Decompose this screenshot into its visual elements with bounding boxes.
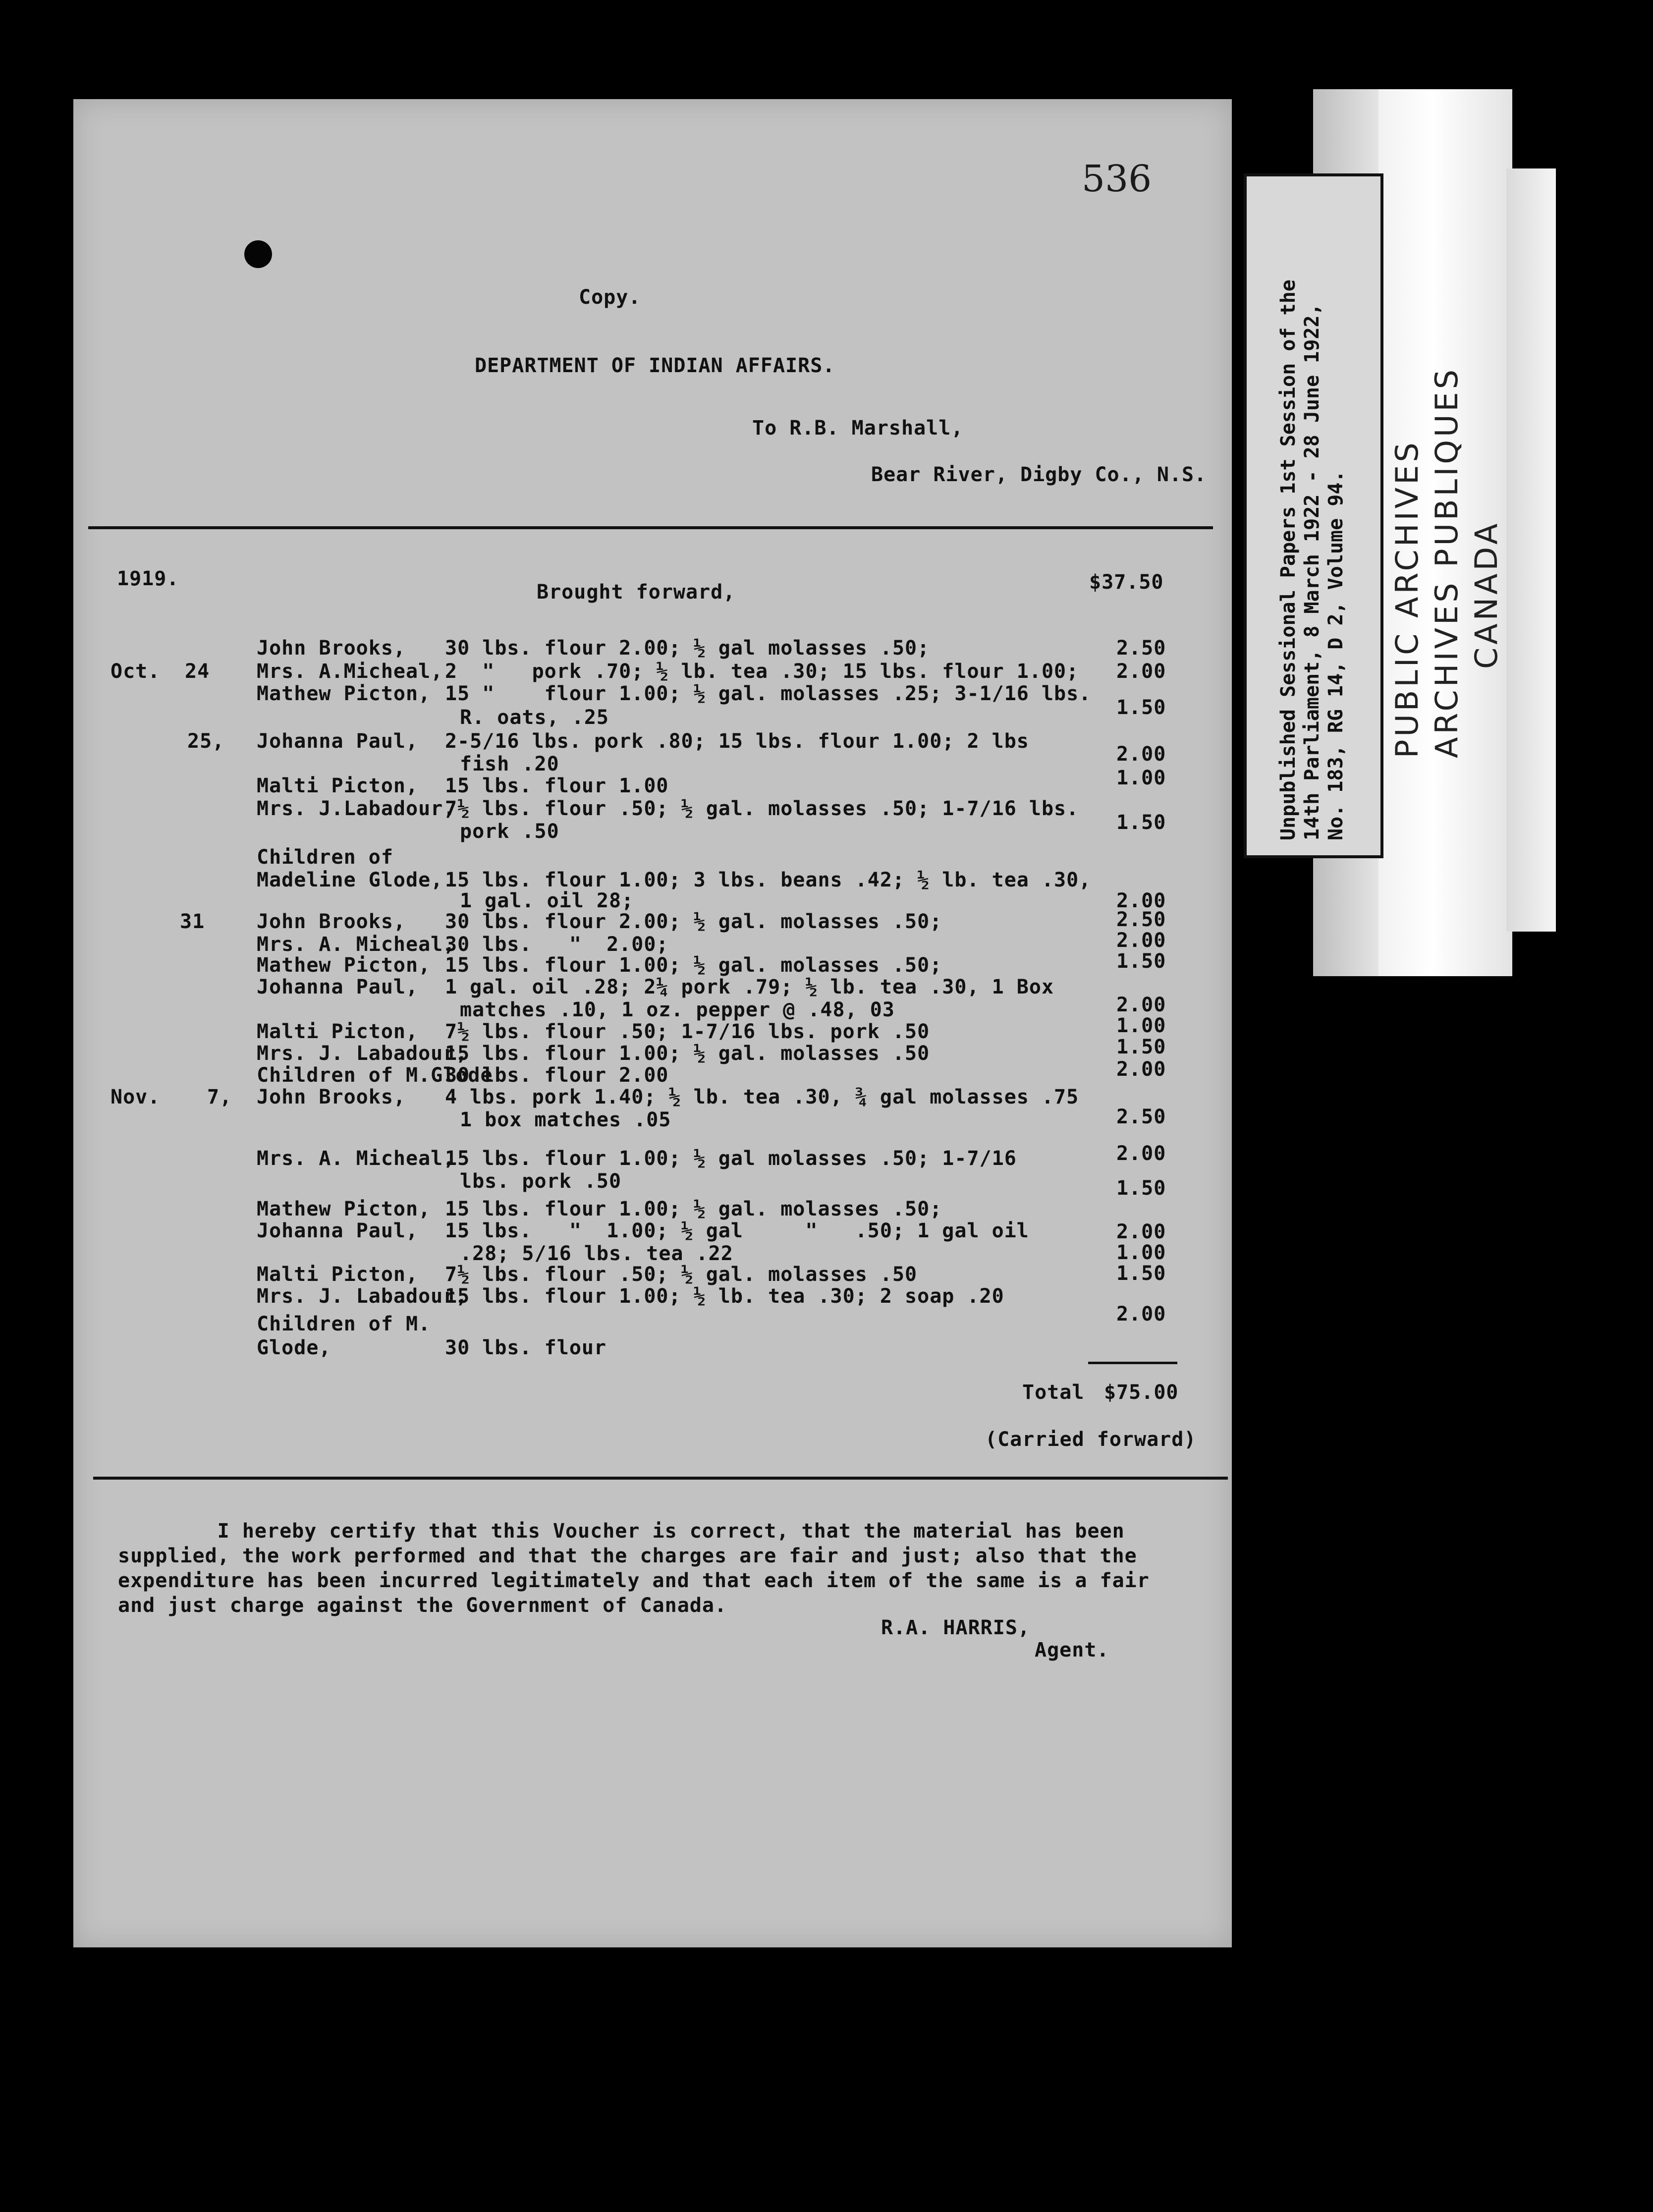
ledger-row-description: 2-5/16 lbs. pork .80; 15 lbs. flour 1.00; 2 lbs: [445, 730, 1029, 753]
archives-stamp-line-1: PUBLIC ARCHIVES: [1389, 440, 1425, 758]
ledger-row-amount: 2.00: [1116, 994, 1166, 1016]
ledger-row-description: 1 gal. oil 28;: [460, 889, 634, 912]
ledger-row-description: 2 " pork .70; ½ lb. tea .30; 15 lbs. flour 1.00;: [445, 660, 1079, 683]
ledger-row-amount: 2.00: [1116, 889, 1166, 912]
ledger-row-description: 30 lbs. flour: [445, 1336, 607, 1359]
ledger-row-amount: 2.00: [1116, 1303, 1166, 1326]
ledger-row-description: 1 gal. oil .28; 2¼ pork .79; ½ lb. tea .30, 1 Box: [445, 976, 1054, 998]
ledger-row-name: Johanna Paul,: [257, 730, 419, 753]
ledger-row-amount: 2.00: [1116, 1058, 1166, 1081]
archive-line-1: Unpublished Sessional Papers 1st Session of the: [1277, 279, 1300, 840]
ledger-row-description: 7½ lbs. flour .50; ½ gal. molasses .50: [445, 1263, 918, 1286]
ledger-row-name: John Brooks,: [257, 637, 406, 660]
ledger-row-name: Mathew Picton,: [257, 682, 431, 705]
archive-line-3: No. 183, RG 14, D 2, Volume 94.: [1324, 470, 1347, 840]
ledger-row-name: Madeline Glode,: [257, 869, 443, 891]
archives-stamp: [1387, 367, 1506, 758]
ledger-row-amount: 1.50: [1116, 1177, 1166, 1200]
ledger-row-description: 1 box matches .05: [460, 1108, 671, 1131]
ledger-row-name: Children of M.: [257, 1313, 431, 1335]
ledger-row-name: Glode,: [257, 1336, 331, 1359]
ledger-row-amount: 1.00: [1116, 767, 1166, 789]
ledger-row-description: 15 lbs. flour 1.00; ½ lb. tea .30; 2 soap .20: [445, 1285, 1004, 1308]
ledger-row-description: .28; 5/16 lbs. tea .22: [460, 1242, 733, 1265]
ledger-row-description: 30 lbs. flour 2.00; ½ gal. molasses .50;: [445, 910, 942, 933]
ledger-row-description: R. oats, .25: [460, 706, 609, 729]
ledger-row-day: 7,: [207, 1086, 232, 1108]
total-amount: $75.00: [1104, 1381, 1179, 1404]
ledger-row-amount: 1.00: [1116, 1014, 1166, 1037]
total-label: Total: [1022, 1381, 1085, 1404]
footer-rule: [93, 1477, 1228, 1480]
ledger-row-amount: 2.50: [1116, 1106, 1166, 1128]
ledger-row-description: 30 lbs. flour 2.00: [445, 1064, 669, 1087]
ledger-row-name: John Brooks,: [257, 910, 406, 933]
ledger-year: 1919.: [117, 567, 179, 590]
ledger-row-amount: 1.50: [1116, 1262, 1166, 1285]
ledger-row-amount: 1.50: [1116, 811, 1166, 834]
ledger-row-description: 4 lbs. pork 1.40; ½ lb. tea .30, ¾ gal molasses .75: [445, 1086, 1079, 1108]
ledger-row-amount: 2.50: [1116, 908, 1166, 931]
ledger-row-name: Johanna Paul,: [257, 1219, 419, 1242]
ledger-row-description: 15 lbs. flour 1.00; ½ gal molasses .50; 1-7/16: [445, 1147, 1017, 1170]
ledger-row-name: Mrs. J. Labadour,: [257, 1285, 468, 1308]
ledger-row-description: 15 lbs. flour 1.00; ½ gal. molasses .50;: [445, 954, 942, 977]
ledger-row-name: Mrs. J.Labadour,: [257, 797, 456, 820]
ledger-row-name: Johanna Paul,: [257, 976, 419, 998]
certification-line-3: expenditure has been incurred legitimately and that each item of the same is a fair: [118, 1569, 1150, 1592]
brought-forward-label: Brought forward,: [537, 581, 736, 604]
ledger-row-month: Oct.: [110, 660, 161, 683]
ledger-row-amount: 1.50: [1116, 696, 1166, 719]
page-number: 536: [1082, 158, 1152, 200]
ledger-row-description: 30 lbs. flour 2.00; ½ gal molasses .50;: [445, 637, 930, 660]
ledger-row-amount: 2.00: [1116, 660, 1166, 683]
ledger-row-name: Children of M.Glode: [257, 1064, 493, 1087]
ledger-row-description: 30 lbs. " 2.00;: [445, 933, 669, 956]
ledger-row-name: Mrs. A.Micheal,: [257, 660, 443, 683]
archive-reference-label: [1244, 173, 1383, 858]
ledger-row-description: 7½ lbs. flour .50; ½ gal. molasses .50; 1-7/16 lbs.: [445, 797, 1079, 820]
ledger-row-description: matches .10, 1 oz. pepper @ .48, 03: [460, 998, 895, 1021]
carried-forward: (Carried forward): [985, 1428, 1197, 1451]
ledger-row-name: Malti Picton,: [257, 1263, 419, 1286]
ledger-row-amount: 1.00: [1116, 1241, 1166, 1264]
archive-reference-text: [1276, 279, 1348, 840]
payee-address: Bear River, Digby Co., N.S.: [871, 463, 1207, 486]
ledger-row-description: 15 lbs. " 1.00; ½ gal " .50; 1 gal oil: [445, 1219, 1029, 1242]
ledger-row-description: 15 lbs. flour 1.00; ½ gal. molasses .50;: [445, 1198, 942, 1220]
ledger-row-name: John Brooks,: [257, 1086, 406, 1108]
ledger-row-name: Malti Picton,: [257, 774, 419, 797]
ledger-row-description: 15 lbs. flour 1.00; ½ gal. molasses .50: [445, 1042, 930, 1065]
ledger-row-day: 31: [180, 910, 205, 933]
ledger-row-name: Malti Picton,: [257, 1020, 419, 1043]
signer-name: R.A. HARRIS,: [881, 1616, 1030, 1639]
ledger-row-amount: 1.50: [1116, 1036, 1166, 1058]
punch-hole: [244, 240, 272, 268]
ledger-row-name: Mathew Picton,: [257, 954, 431, 977]
department-heading: DEPARTMENT OF INDIAN AFFAIRS.: [475, 354, 835, 377]
ledger-row-amount: 2.50: [1116, 637, 1166, 660]
ledger-row-description: lbs. pork .50: [460, 1170, 622, 1193]
archives-stamp-line-2: ARCHIVES PUBLIQUES: [1429, 366, 1465, 758]
ledger-row-name: Mathew Picton,: [257, 1198, 431, 1220]
certification-line-4: and just charge against the Government of Canada.: [118, 1594, 727, 1617]
archives-stamp-line-3: CANADA: [1468, 520, 1504, 669]
ledger-row-description: 15 lbs. flour 1.00: [445, 774, 669, 797]
archive-folder-tab: [1506, 168, 1556, 932]
ledger-row-amount: 2.00: [1116, 1220, 1166, 1243]
ledger-row-description: fish .20: [460, 753, 559, 775]
ledger-row-name: Mrs. A. Micheal,: [257, 933, 456, 956]
ledger-row-amount: 2.00: [1116, 929, 1166, 952]
payee: To R.B. Marshall,: [752, 417, 964, 440]
ledger-row-day: 25,: [187, 730, 225, 753]
ledger-row-amount: 2.00: [1116, 1142, 1166, 1165]
ledger-row-month: Nov.: [110, 1086, 161, 1108]
certification-line-1: I hereby certify that this Voucher is correct, that the material has been: [118, 1520, 1125, 1543]
total-rule: [1088, 1362, 1177, 1364]
ledger-row-amount: 1.50: [1116, 950, 1166, 973]
archive-line-2: 14th Parliament, 8 March 1922 - 28 June 1922,: [1301, 303, 1323, 840]
ledger-row-name: Children of: [257, 846, 393, 869]
ledger-row-description: pork .50: [460, 820, 559, 843]
ledger-row-description: 15 lbs. flour 1.00; 3 lbs. beans .42; ½ lb. tea .30,: [445, 869, 1092, 891]
ledger-row-amount: 2.00: [1116, 743, 1166, 766]
header-rule: [88, 526, 1213, 529]
brought-forward-amount: $37.50: [1089, 571, 1164, 594]
ledger-row-description: 15 " flour 1.00; ½ gal. molasses .25; 3-1/16 lbs.: [445, 682, 1092, 705]
ledger-row-name: Mrs. J. Labadour,: [257, 1042, 468, 1065]
ledger-row-description: 7½ lbs. flour .50; 1-7/16 lbs. pork .50: [445, 1020, 930, 1043]
signer-title: Agent.: [1035, 1639, 1109, 1661]
certification-line-2: supplied, the work performed and that the charges are fair and just; also that the: [118, 1545, 1137, 1567]
voucher-sheet: [73, 99, 1232, 1947]
ledger-row-name: Mrs. A. Micheal,: [257, 1147, 456, 1170]
ledger-row-day: 24: [185, 660, 210, 683]
copy-heading: Copy.: [579, 286, 641, 309]
